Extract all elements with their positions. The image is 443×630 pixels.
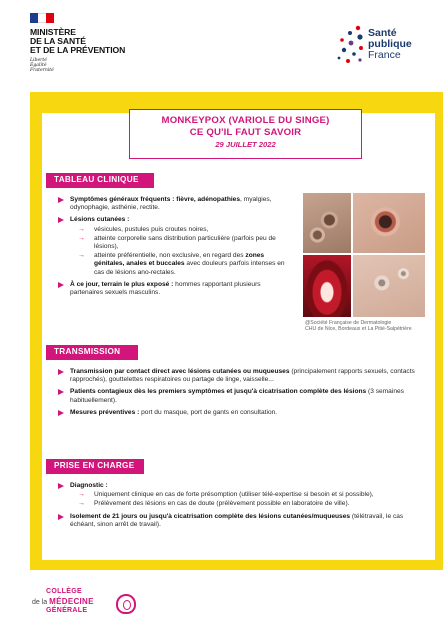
lesions-label: Lésions cutanées : (70, 216, 130, 224)
logo-line: COLLÈGE (46, 588, 82, 595)
item-text: (3 semaines habituellement). (70, 388, 404, 404)
sub-item-text: atteinte corporelle sans distribution particulière (parfois peu de lésions), (94, 234, 276, 251)
sub-item (70, 491, 423, 499)
bullet-triangle-icon (58, 369, 64, 375)
clinical-content (58, 196, 288, 301)
photo-credit (305, 320, 412, 333)
arrow-right-icon: → (78, 491, 85, 499)
list-item (58, 368, 423, 384)
item-bold: Patients contagieux dès les premiers symptômes et jusqu'à cicatrisation complète des lésions (70, 388, 367, 396)
sub-item (70, 252, 288, 277)
list-item (58, 216, 288, 276)
spf-line: France (368, 49, 401, 61)
diagnostic-label: Diagnostic : (70, 482, 108, 489)
list-item (58, 482, 423, 509)
bullet-triangle-icon (58, 217, 64, 223)
bullet-triangle-icon (58, 410, 64, 416)
motto-line: Liberté (30, 58, 47, 63)
spf-wordmark (368, 28, 412, 61)
logo-bold: MÉDECINE (49, 597, 94, 606)
arrow-right-icon: → (78, 225, 85, 233)
list-item (58, 196, 288, 212)
lesion-photo (303, 255, 351, 317)
ministry-name (30, 28, 125, 55)
item-text: (principalement rapports sexuels, contacts rapprochés), gouttelettes respiratoires ou partage de linge, vaisselle... (70, 368, 415, 384)
lesion-photo-collage (303, 193, 425, 337)
motto-line: Égalité (30, 63, 47, 68)
sub-item (70, 500, 423, 508)
sante-publique-france-logo (336, 24, 426, 74)
sub-item-bold: zones génitales, anales et buccales (94, 252, 265, 268)
sub-item-text: avec douleurs parfois intenses en cas de lésions ano-rectales. (94, 260, 285, 276)
item-bold: Isolement de 21 jours ou jusqu'à cicatrisation complète des lésions cutanées/muqueuses (70, 512, 351, 520)
care-content (58, 482, 423, 533)
credit-line: CHU de Nice, Bordeaux et La Pitié-Salpétrière (305, 326, 412, 333)
college-medecine-generale-logo (32, 588, 152, 624)
sub-item (70, 235, 288, 251)
republic-motto (30, 58, 54, 73)
arrow-right-icon: → (78, 500, 85, 508)
arrow-right-icon: → (78, 234, 85, 242)
section-label-clinical: TABLEAU CLINIQUE (46, 173, 154, 188)
title-box (129, 109, 362, 159)
bullet-triangle-icon (58, 483, 64, 489)
item-text: port du masque, port de gants en consultation. (139, 408, 278, 416)
header (0, 0, 443, 90)
sub-item-text: Prélèvement des lésions en cas de doute (prélèvement possible en laboratoire de ville). (94, 500, 350, 508)
credit-line: @Société Française de Dermatologie (305, 320, 392, 326)
title-line-1: MONKEYPOX (VARIOLE DU SINGE) (161, 115, 330, 126)
spf-line: publique (368, 38, 412, 50)
section-label-care: PRISE EN CHARGE (46, 459, 144, 474)
bullet-triangle-icon (58, 514, 64, 520)
french-flag-icon (30, 13, 54, 23)
title-line-2: CE QU'IL FAUT SAVOIR (189, 127, 302, 138)
logo-line: GÉNÉRALE (46, 607, 88, 614)
lesion-photo (353, 255, 425, 317)
logo-prefix: de la (32, 599, 48, 606)
sub-item (70, 226, 288, 234)
sub-item-text: atteinte préférentielle, non exclusive, en regard des (94, 252, 246, 260)
ministry-line: ET DE LA PRÉVENTION (30, 45, 126, 55)
spf-dots-icon (336, 24, 366, 70)
sub-item-text: vésicules, pustules puis croutes noires, (94, 225, 209, 233)
title-date: 29 JUILLET 2022 (215, 140, 276, 149)
college-emblem-icon (116, 594, 136, 614)
symptoms-bold: Symptômes généraux fréquents : fièvre, adénopathies (70, 196, 241, 203)
transmission-content (58, 368, 423, 421)
list-item (58, 388, 423, 404)
bullet-triangle-icon (58, 197, 64, 203)
item-text: (télétravail, le cas échéant, sinon arrêt de travail). (70, 512, 404, 528)
motto-line: Fraternité (30, 68, 54, 73)
ministry-line: MINISTÈRE (30, 27, 76, 37)
item-bold: Transmission par contact direct avec lésions cutanées ou muqueuses (70, 368, 290, 375)
symptoms-rest: , myalgies, odynophagie, asthénie, rectite. (70, 196, 272, 212)
arrow-right-icon: → (78, 252, 85, 260)
risk-bold: À ce jour, terrain le plus exposé : (70, 280, 174, 288)
risk-rest: hommes rapportant plusieurs partenaires sexuels masculins. (70, 280, 261, 297)
logo-line (32, 597, 94, 606)
list-item (58, 281, 288, 297)
spf-line: Santé (368, 27, 397, 39)
lesion-photo (303, 193, 351, 253)
bullet-triangle-icon (58, 282, 64, 288)
list-item (58, 513, 423, 529)
sub-item-text: Uniquement clinique en cas de forte présomption (utiliser télé-expertise si besoin et si possible), (94, 491, 374, 499)
ministry-line: DE LA SANTÉ (30, 36, 86, 46)
bullet-triangle-icon (58, 389, 64, 395)
list-item (58, 409, 423, 417)
lesion-photo (353, 193, 425, 253)
section-label-transmission: TRANSMISSION (46, 345, 138, 360)
item-bold: Mesures préventives : (70, 408, 140, 416)
